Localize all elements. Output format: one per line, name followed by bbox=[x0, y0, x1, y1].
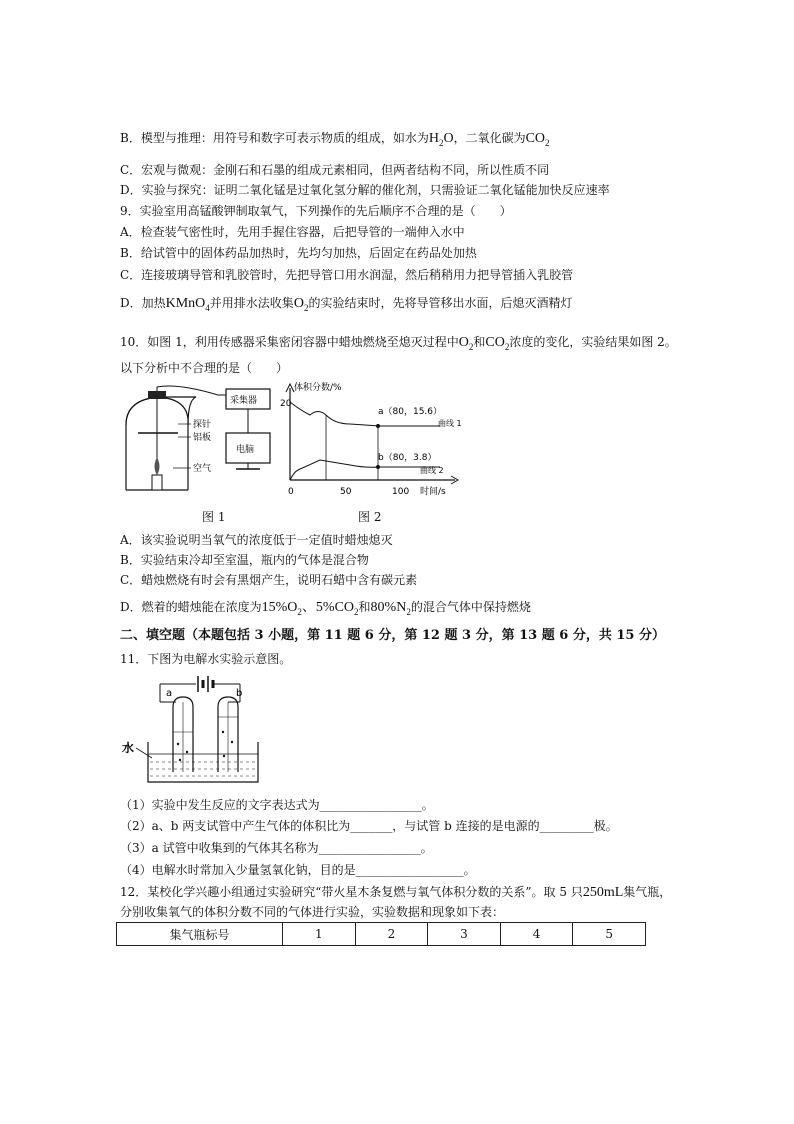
table-cell-5: 5 bbox=[573, 923, 646, 946]
question-10: 10．如图 1，利用传感器采集密闭容器中蜡烛燃烧至熄灭过程中$O_2$和$CO_2$浓度的变化，实验结果如图 2。 bbox=[120, 335, 677, 352]
tube-a-label: a bbox=[166, 688, 173, 699]
x-tick-100: 100 bbox=[392, 487, 410, 497]
figure-2-caption: 图 2 bbox=[358, 510, 382, 524]
computer-label: 电脑 bbox=[236, 445, 255, 455]
question-12: 12．某校化学兴趣小组通过实验研究“带火星木条复燃与氧气体积分数的关系”。取 5 只250mL集气瓶， bbox=[120, 885, 672, 900]
figure-2-chart bbox=[280, 380, 470, 500]
question-10-option-d: D．燃着的蜡烛能在浓度为$15\%O_2$、$5\%CO_2$和$80\%N_2$的混合气体中保持燃烧 bbox=[120, 600, 531, 617]
question-9: 9．实验室用高锰酸钾制取氧气，下列操作的先后顺序不合理的是（ ） bbox=[120, 204, 512, 218]
x-tick-0: 0 bbox=[288, 487, 294, 497]
question-9-option-c: C．连接玻璃导管和乳胶管时，先把导管口用水润湿，然后稍稍用力把导管插入乳胶管 bbox=[120, 268, 574, 282]
probe-label: 探针 bbox=[193, 420, 212, 430]
question-11-part-3: （3）a 试管中收集到的气体其名称为_________________。 bbox=[120, 841, 433, 855]
section-2-heading: 二、填空题（本题包括 3 小题，第 11 题 6 分，第 12 题 3 分，第 13 题 6 分，共 15 分） bbox=[120, 628, 665, 643]
question-11-part-1: （1）实验中发生反应的文字表达式为_________________。 bbox=[120, 798, 434, 812]
figure-1-caption: 图 1 bbox=[202, 510, 226, 524]
tube-b-label: b bbox=[236, 688, 243, 699]
table-header-cell: 集气瓶标号 bbox=[117, 923, 283, 946]
figure-1-apparatus bbox=[118, 385, 278, 500]
y-tick-20: 20 bbox=[280, 399, 292, 409]
figure-electrolysis bbox=[118, 672, 268, 787]
plate-label: 铝板 bbox=[193, 433, 212, 443]
table-row bbox=[117, 923, 646, 946]
question-11-part-4: （4）电解水时常加入少量氢氧化钠，目的是__________________。 bbox=[120, 863, 476, 877]
point-b-label: b（80，3.8） bbox=[378, 453, 437, 463]
question-12-line-2: 分别收集氧气的体积分数不同的气体进行实验，实验数据和现象如下表： bbox=[120, 905, 505, 919]
question-10-option-b: B．实验结束冷却至室温，瓶内的气体是混合物 bbox=[120, 553, 369, 567]
table-cell-4: 4 bbox=[500, 923, 573, 946]
question-11-part-2: （2）a、b 两支试管中产生气体的体积比为_______，与试管 b 连接的是电源的_________极。 bbox=[120, 819, 618, 833]
question-9-option-d: D．加热KMnO$_4$并用排水法收集$O_2$的实验结束时，先将导管移出水面，后熄灭酒精灯 bbox=[120, 296, 573, 313]
option-c-macro: C．宏观与微观：金刚石和石墨的组成元素相同，但两者结构不同，所以性质不同 bbox=[120, 163, 550, 177]
question-11: 11．下图为电解水实验示意图。 bbox=[120, 652, 292, 666]
experiment-table bbox=[116, 922, 646, 946]
option-b-model: B．模型与推理：用符号和数字可表示物质的组成，如水为$H_2O$，二氧化碳为$CO_2$ bbox=[120, 131, 550, 148]
table-cell-1: 1 bbox=[283, 923, 356, 946]
curve-1-label: 曲线 1 bbox=[438, 419, 462, 428]
question-9-option-a: A．检查装气密性时，先用手握住容器，后把导管的一端伸入水中 bbox=[120, 225, 465, 239]
point-a-label: a（80，15.6） bbox=[378, 407, 443, 417]
water-label: 水 bbox=[122, 741, 135, 755]
question-10-option-a: A．该实验说明当氧气的浓度低于一定值时蜡烛熄灭 bbox=[120, 533, 393, 547]
table-cell-3: 3 bbox=[428, 923, 501, 946]
question-10-option-c: C．蜡烛燃烧有时会有黑烟产生，说明石蜡中含有碳元素 bbox=[120, 573, 418, 587]
y-axis-label: 体积分数/% bbox=[294, 383, 342, 393]
air-label: 空气 bbox=[193, 464, 212, 474]
x-tick-50: 50 bbox=[340, 487, 352, 497]
table-cell-2: 2 bbox=[355, 923, 428, 946]
question-9-option-b: B．给试管中的固体药品加热时，先均匀加热，后固定在药品处加热 bbox=[120, 246, 477, 260]
x-axis-label: 时间/s bbox=[420, 487, 446, 497]
collector-label: 采集器 bbox=[230, 396, 258, 406]
curve-2-label: 曲线 2 bbox=[420, 466, 444, 475]
question-10-prompt: 以下分析中不合理的是（ ） bbox=[120, 361, 289, 375]
option-d-experiment: D．实验与探究：证明二氧化锰是过氧化氢分解的催化剂，只需验证二氧化锰能加快反应速率 bbox=[120, 183, 610, 197]
